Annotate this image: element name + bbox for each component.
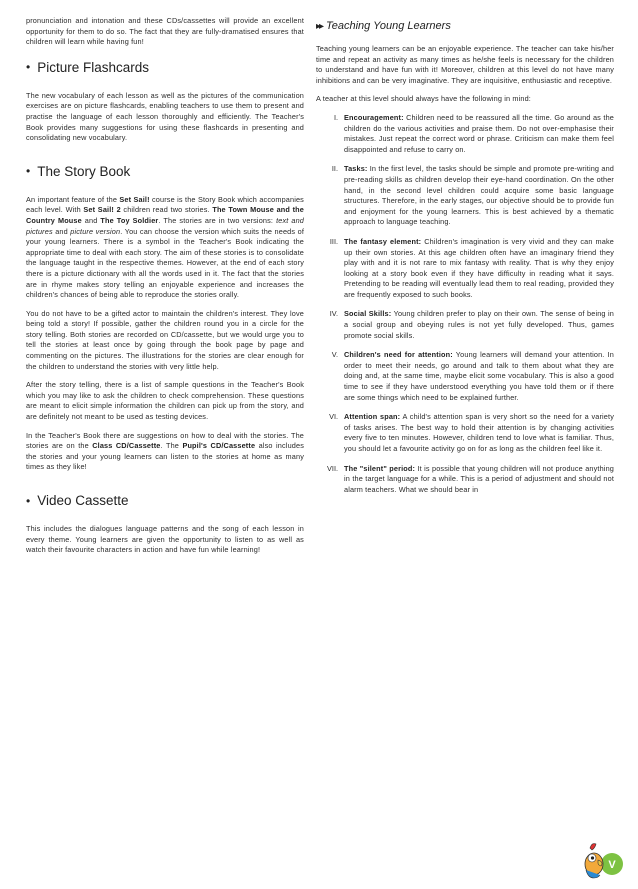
heading-text: Teaching Young Learners <box>326 20 451 32</box>
list-text: Encouragement: Children need to be reassured all the time. Go around as the children do the various activities and praise them. Do not over-emphasise their mistakes. Just repeat the correct word or phrase. Criticism can make them feel disappointed and refuse to carry on. <box>344 112 614 154</box>
list-item <box>316 113 614 155</box>
list-number: VII. <box>327 463 338 473</box>
right-paragraph-1: Teaching young learners can be an enjoyable experience. The teacher can take his/her time and repeat an activity as many times as he/she feels is necessary for the children to understand and have fun with it! Moreover, children at this level do not have many inhibitions and can be very imaginative. They are inquisitive, enthusiastic and receptive. <box>316 44 614 85</box>
principles-list <box>316 113 614 495</box>
bullet-dot-icon: • <box>26 493 31 508</box>
list-item <box>316 412 614 454</box>
story-book-paragraph-4: In the Teacher's Book there are suggestions on how to deal with the stories. The stories are on the Class CD/Cassette. The Pupil's CD/Cassette also includes the stories and your young learners can listen to the stories at home as many times as they like! <box>26 430 304 472</box>
list-number: III. <box>329 236 338 246</box>
parrot-mascot-icon <box>580 840 626 884</box>
story-book-heading <box>26 164 304 179</box>
list-text: The fantasy element: Children's imagination is very vivid and they can make up their own stories. At this age children often have an imaginary friend they play with and it is not rare to mix fantasy with reality. That is why they enjoy looking at a story book even if they have difficulty in reading what it says. Pretending to be reading will eventually lead them to real reading, provided they are frequently exposed to such books. <box>344 236 614 299</box>
intro-paragraph: pronunciation and intonation and these CDs/cassettes will provide an excellent opportunity for them to do so. The fact that they are fully-dramatised ensures that children will learn while having fun! <box>26 16 304 47</box>
teaching-young-learners-heading <box>316 20 614 32</box>
heading-text: Video Cassette <box>37 493 129 508</box>
video-cassette-text: This includes the dialogues language patterns and the song of each lesson in every theme. Young learners are given the opportunity to listen to as well as watch their favourite characters in action and have fun while learning! <box>26 524 304 555</box>
story-book-paragraph-3: After the story telling, there is a list of sample questions in the Teacher's Book which you may like to ask the children to check comprehension. These questions are meant to elicit simple information the children can pick up from the story, and are definitely not meant to be used as testing devices. <box>26 380 304 422</box>
list-item <box>316 164 614 228</box>
heading-text: The Story Book <box>37 163 131 179</box>
heading-text: Picture Flashcards <box>37 59 149 75</box>
double-arrow-icon: ▸▸ <box>316 20 323 32</box>
list-number: II. <box>331 164 338 174</box>
list-number: IV. <box>329 309 338 319</box>
list-number: VI. <box>329 412 338 422</box>
list-number: I. <box>333 112 338 122</box>
list-item <box>316 237 614 301</box>
picture-flashcards-text: The new vocabulary of each lesson as well as the pictures of the communication exercises are on picture flashcards, enabling teachers to use them to present and practise the language of each lesson thoroughly and efficiently. The Teacher's Book provides many suggestions for using these flashcards in presenting and consolidating new vocabulary. <box>26 90 304 143</box>
video-cassette-heading <box>26 493 304 508</box>
picture-flashcards-heading <box>26 60 304 75</box>
list-item <box>316 309 614 341</box>
bullet-dot-icon: • <box>26 60 31 75</box>
list-number: V. <box>331 350 338 360</box>
list-text: Social Skills: Young children prefer to play on their own. The sense of being in a social group and obeying rules is not yet fully developed. Thus, games promote social skills. <box>344 309 614 340</box>
list-item <box>316 464 614 496</box>
bullet-dot-icon: • <box>26 164 31 179</box>
right-paragraph-2: A teacher at this level should always have the following in mind: <box>316 94 531 104</box>
right-column <box>316 16 614 504</box>
list-text: Tasks: In the first level, the tasks should be simple and promote pre-writing and pre-reading skills as children develop their eye-hand coordination. On the other hand, in the second level children could acquire some basic language structures. Therefore, in the early stages, our objective should be to provide fun and enjoyment for the young learners. This is best achieved by a thematic approach to language teaching. <box>344 164 614 227</box>
list-item <box>316 350 614 403</box>
story-book-paragraph-2: You do not have to be a gifted actor to maintain the children's interest. They love being told a story! If possible, gather the children round you in a circle for the story telling. Both stories are recorded on CD/cassette, but we would urge you to tell the stories at least once by going through the book page by page and commenting on the pictures. The illustrations for the stories are clear enough for the children to understand the stories with very little help. <box>26 308 304 371</box>
list-text: The "silent" period: It is possible that young children will not produce anything in the target language for a while. This is a period of adjustment and should not alarm teachers. What we should bear in <box>344 463 615 494</box>
list-text: Attention span: A child's attention span is very short so the need for a variety of tasks arises. The best way to hold their attention is by changing activities every five to ten minutes. However, children tend to love what is familiar. Thus, you should let a favourite activity go on for as long as the children feel like it. <box>344 412 614 453</box>
page-badge: V <box>608 859 616 871</box>
left-column <box>26 16 304 564</box>
list-text: Children's need for attention: Young learners will demand your attention. In order to meet their needs, go around and talk to them about what they are doing and, at the same time, maybe elicit some vocabulary. This is also a good time to see if they have understood everything you have told them or if there are some things which need to be explained further. <box>344 350 614 402</box>
story-book-paragraph-1: An important feature of the Set Sail! course is the Story Book which accompanies each level. With Set Sail! 2 children read two stories. The Town Mouse and the Country Mouse and The Toy Soldier. The stories are in two versions: text and pictures and picture version. You can choose the version which suits the needs of your young learners. There is a symbol in the Teacher's Book indicating the appropriate time to deal with each story. The aim of these stories is to consolidate the language taught in the respective themes. However, at the end of each story there is a picture dictionary with all the words used in it. The fact that the stories are in rhyme makes story telling an enjoyable experience and increases the children's chances of being able to reproduce the stories orally. <box>26 194 305 300</box>
